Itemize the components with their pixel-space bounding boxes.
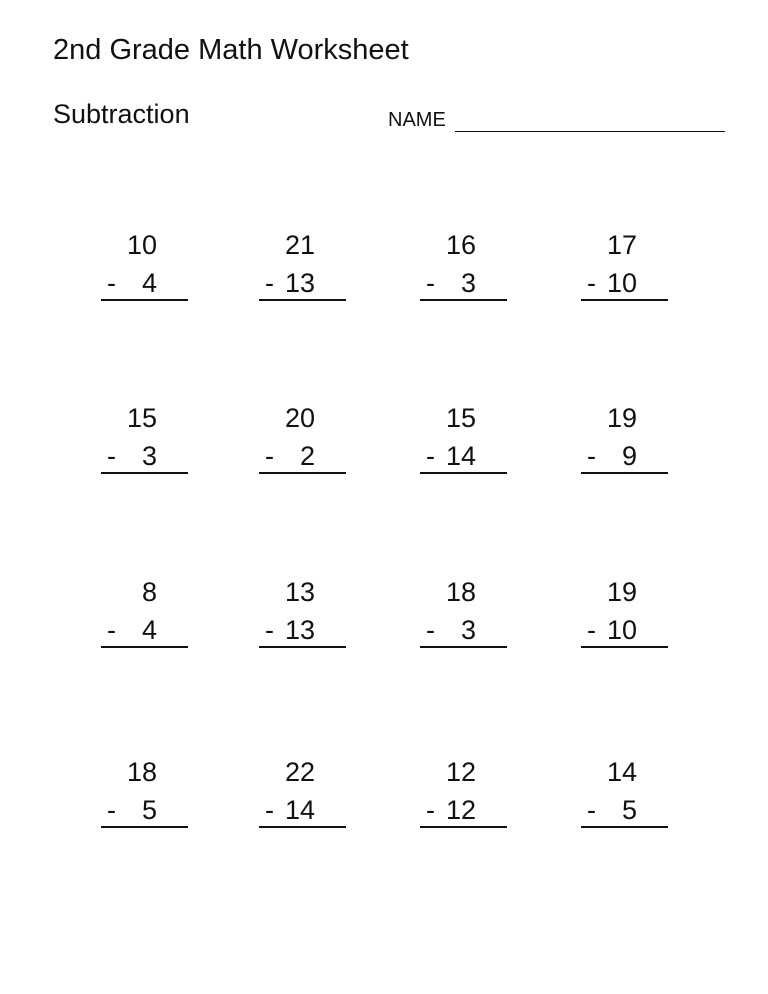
answer-line[interactable] — [101, 646, 188, 648]
subtraction-problem — [101, 402, 191, 472]
subtraction-problem — [420, 402, 510, 472]
answer-line[interactable] — [101, 299, 188, 301]
answer-line[interactable] — [101, 472, 188, 474]
worksheet-title: 2nd Grade Math Worksheet — [53, 34, 409, 66]
subtraction-problem — [420, 756, 510, 826]
minuend: 10 — [126, 230, 157, 260]
minus-sign: - — [587, 441, 596, 471]
subtrahend: 2 — [299, 441, 315, 471]
minuend: 22 — [284, 757, 315, 787]
answer-line[interactable] — [581, 472, 668, 474]
subtraction-problem — [101, 756, 191, 826]
minus-sign: - — [426, 441, 435, 471]
name-field — [388, 106, 728, 134]
minus-sign: - — [426, 268, 435, 298]
subtrahend: 4 — [141, 615, 157, 645]
subtrahend: 14 — [284, 795, 315, 825]
subtrahend: 5 — [141, 795, 157, 825]
answer-line[interactable] — [420, 299, 507, 301]
subtraction-problem — [420, 576, 510, 646]
subtrahend: 10 — [606, 268, 637, 298]
minuend: 13 — [284, 577, 315, 607]
minuend: 12 — [445, 757, 476, 787]
minus-sign: - — [265, 615, 274, 645]
minuend: 14 — [606, 757, 637, 787]
subtraction-problem — [581, 756, 671, 826]
minuend: 18 — [126, 757, 157, 787]
minuend: 8 — [141, 577, 157, 607]
minus-sign: - — [587, 795, 596, 825]
minuend: 21 — [284, 230, 315, 260]
minus-sign: - — [107, 441, 116, 471]
minus-sign: - — [587, 268, 596, 298]
subtraction-problem — [581, 402, 671, 472]
answer-line[interactable] — [259, 646, 346, 648]
minuend: 17 — [606, 230, 637, 260]
answer-line[interactable] — [259, 299, 346, 301]
name-blank-line[interactable] — [455, 131, 725, 132]
subtraction-problem — [581, 229, 671, 299]
minuend: 15 — [126, 403, 157, 433]
subtrahend: 3 — [141, 441, 157, 471]
subtrahend: 10 — [606, 615, 637, 645]
minus-sign: - — [265, 795, 274, 825]
subtrahend: 13 — [284, 615, 315, 645]
subtrahend: 12 — [445, 795, 476, 825]
answer-line[interactable] — [101, 826, 188, 828]
subtraction-problem — [259, 229, 349, 299]
minuend: 16 — [445, 230, 476, 260]
minus-sign: - — [426, 795, 435, 825]
subtraction-problem — [581, 576, 671, 646]
answer-line[interactable] — [581, 299, 668, 301]
name-label: NAME — [388, 109, 446, 131]
minus-sign: - — [107, 795, 116, 825]
subtraction-problem — [101, 576, 191, 646]
minuend: 18 — [445, 577, 476, 607]
subtraction-problem — [259, 756, 349, 826]
minus-sign: - — [587, 615, 596, 645]
subtraction-problem — [259, 576, 349, 646]
answer-line[interactable] — [420, 826, 507, 828]
minuend: 15 — [445, 403, 476, 433]
minus-sign: - — [426, 615, 435, 645]
subtraction-problem — [259, 402, 349, 472]
answer-line[interactable] — [420, 646, 507, 648]
subtrahend: 5 — [621, 795, 637, 825]
minus-sign: - — [265, 441, 274, 471]
answer-line[interactable] — [420, 472, 507, 474]
minus-sign: - — [107, 268, 116, 298]
answer-line[interactable] — [259, 472, 346, 474]
minus-sign: - — [107, 615, 116, 645]
subtraction-problem — [420, 229, 510, 299]
subtrahend: 3 — [460, 615, 476, 645]
minuend: 19 — [606, 577, 637, 607]
minus-sign: - — [265, 268, 274, 298]
minuend: 19 — [606, 403, 637, 433]
minuend: 20 — [284, 403, 315, 433]
answer-line[interactable] — [581, 826, 668, 828]
subtrahend: 3 — [460, 268, 476, 298]
subtraction-problem — [101, 229, 191, 299]
worksheet-subtitle: Subtraction — [53, 99, 190, 129]
subtrahend: 14 — [445, 441, 476, 471]
subtrahend: 9 — [621, 441, 637, 471]
subtrahend: 4 — [141, 268, 157, 298]
subtrahend: 13 — [284, 268, 315, 298]
answer-line[interactable] — [259, 826, 346, 828]
answer-line[interactable] — [581, 646, 668, 648]
